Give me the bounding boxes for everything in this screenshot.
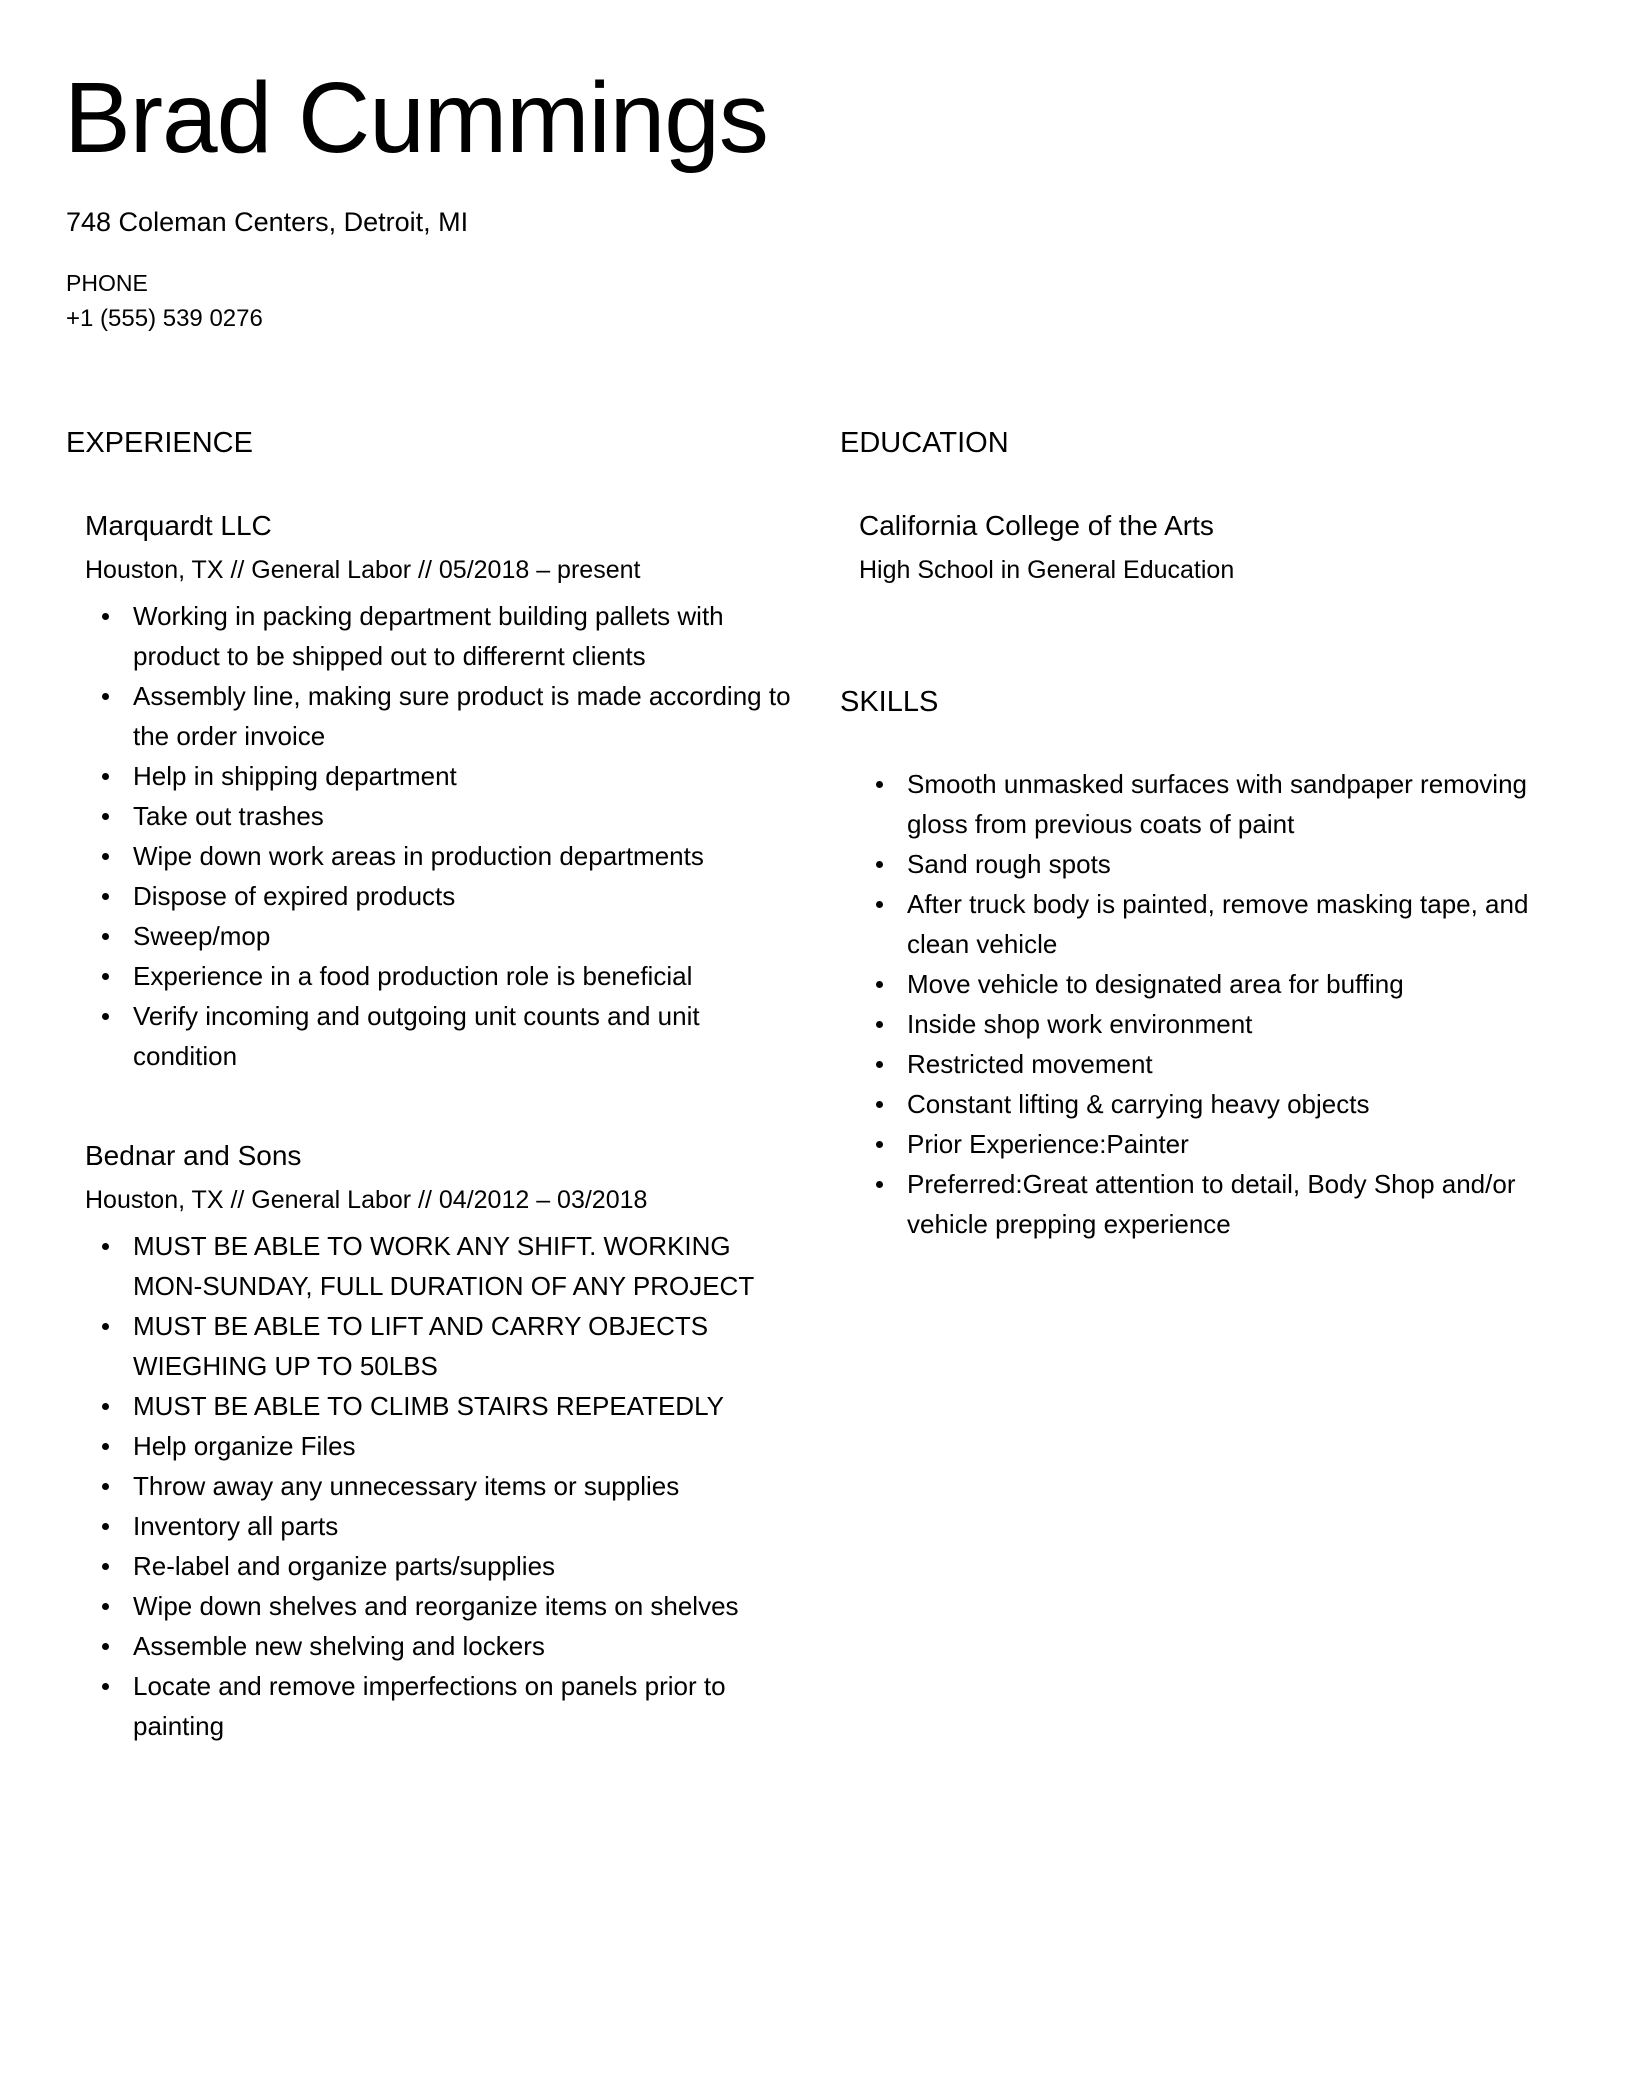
bullet-dot (102, 1243, 109, 1250)
job-bullets (133, 596, 793, 1076)
list-item (133, 596, 793, 676)
list-item (907, 764, 1547, 844)
bullet-dot (102, 773, 109, 780)
bullet-dot (102, 853, 109, 860)
bullet-text: Help organize Files (133, 1431, 356, 1461)
bullet-text: Sweep/mop (133, 921, 271, 951)
list-item (133, 996, 793, 1076)
skill-text: Smooth unmasked surfaces with sandpaper removing gloss from previous coats of paint (907, 769, 1527, 839)
candidate-name: Brad Cummings (64, 62, 768, 174)
experience-heading: EXPERIENCE (66, 427, 253, 459)
list-item (133, 836, 793, 876)
bullet-dot (876, 1141, 883, 1148)
bullet-text: Inventory all parts (133, 1511, 339, 1541)
phone-value: +1 (555) 539 0276 (66, 305, 263, 332)
list-item (907, 1124, 1547, 1164)
job-meta: Houston, TX // General Labor // 05/2018 – present (85, 556, 641, 584)
list-item (133, 1386, 793, 1426)
job-meta: Houston, TX // General Labor // 04/2012 – 03/2018 (85, 1186, 648, 1214)
list-item (133, 956, 793, 996)
education-degree: High School in General Education (859, 556, 1235, 584)
bullet-dot (102, 1483, 109, 1490)
bullet-dot (102, 933, 109, 940)
bullet-dot (102, 1603, 109, 1610)
bullet-text: Throw away any unnecessary items or supplies (133, 1471, 680, 1501)
bullet-text: MUST BE ABLE TO CLIMB STAIRS REPEATEDLY (133, 1391, 724, 1421)
skill-text: Move vehicle to designated area for buffing (907, 969, 1404, 999)
job-bullets (133, 1226, 793, 1746)
job-company: Marquardt LLC (85, 510, 272, 541)
bullet-text: Experience in a food production role is beneficial (133, 961, 693, 991)
skill-text: Restricted movement (907, 1049, 1153, 1079)
list-item (133, 1466, 793, 1506)
bullet-text: Take out trashes (133, 801, 324, 831)
list-item (907, 964, 1547, 1004)
list-item (133, 1426, 793, 1466)
bullet-dot (876, 981, 883, 988)
bullet-text: Assemble new shelving and lockers (133, 1631, 545, 1661)
list-item (133, 1546, 793, 1586)
skill-text: Inside shop work environment (907, 1009, 1253, 1039)
bullet-dot (102, 1443, 109, 1450)
skill-text: Preferred:Great attention to detail, Body Shop and/or vehicle prepping experience (907, 1169, 1516, 1239)
bullet-text: Wipe down shelves and reorganize items on shelves (133, 1591, 739, 1621)
skill-text: Sand rough spots (907, 849, 1111, 879)
list-item (133, 756, 793, 796)
bullet-dot (876, 781, 883, 788)
list-item (907, 1084, 1547, 1124)
list-item (133, 876, 793, 916)
bullet-text: Working in packing department building pallets with product to be shipped out to differernt clients (133, 601, 724, 671)
bullet-dot (876, 861, 883, 868)
list-item (907, 1164, 1547, 1244)
bullet-dot (102, 1403, 109, 1410)
list-item (133, 1586, 793, 1626)
bullet-dot (102, 1523, 109, 1530)
bullet-dot (102, 1563, 109, 1570)
list-item (133, 916, 793, 956)
list-item (133, 1506, 793, 1546)
bullet-text: Help in shipping department (133, 761, 457, 791)
skills-heading: SKILLS (840, 686, 939, 718)
list-item (133, 796, 793, 836)
list-item (133, 1626, 793, 1666)
bullet-text: MUST BE ABLE TO WORK ANY SHIFT. WORKING MON-SUNDAY, FULL DURATION OF ANY PROJECT (133, 1231, 755, 1301)
bullet-dot (102, 973, 109, 980)
bullet-dot (876, 1181, 883, 1188)
list-item (133, 1226, 793, 1306)
bullet-dot (876, 901, 883, 908)
bullet-text: Assembly line, making sure product is made according to the order invoice (133, 681, 791, 751)
list-item (133, 676, 793, 756)
skill-text: Constant lifting & carrying heavy objects (907, 1089, 1370, 1119)
bullet-dot (876, 1101, 883, 1108)
job-company: Bednar and Sons (85, 1140, 302, 1171)
bullet-text: Wipe down work areas in production departments (133, 841, 704, 871)
list-item (133, 1666, 793, 1746)
skills-list (907, 764, 1547, 1244)
bullet-dot (102, 1013, 109, 1020)
bullet-dot (876, 1061, 883, 1068)
bullet-dot (102, 813, 109, 820)
skill-text: After truck body is painted, remove masking tape, and clean vehicle (907, 889, 1529, 959)
bullet-text: Locate and remove imperfections on panels prior to painting (133, 1671, 726, 1741)
bullet-text: MUST BE ABLE TO LIFT AND CARRY OBJECTS WIEGHING UP TO 50LBS (133, 1311, 709, 1381)
bullet-dot (102, 613, 109, 620)
bullet-text: Verify incoming and outgoing unit counts and unit condition (133, 1001, 700, 1071)
bullet-text: Re-label and organize parts/supplies (133, 1551, 556, 1581)
candidate-address: 748 Coleman Centers, Detroit, MI (66, 207, 469, 237)
list-item (907, 884, 1547, 964)
education-heading: EDUCATION (840, 427, 1009, 459)
bullet-dot (102, 1683, 109, 1690)
bullet-dot (876, 1021, 883, 1028)
bullet-dot (102, 1643, 109, 1650)
bullet-dot (102, 693, 109, 700)
education-school: California College of the Arts (859, 510, 1214, 541)
list-item (907, 844, 1547, 884)
bullet-dot (102, 1323, 109, 1330)
bullet-text: Dispose of expired products (133, 881, 456, 911)
list-item (907, 1004, 1547, 1044)
bullet-dot (102, 893, 109, 900)
skill-text: Prior Experience:Painter (907, 1129, 1189, 1159)
list-item (133, 1306, 793, 1386)
phone-label: PHONE (66, 270, 148, 296)
list-item (907, 1044, 1547, 1084)
